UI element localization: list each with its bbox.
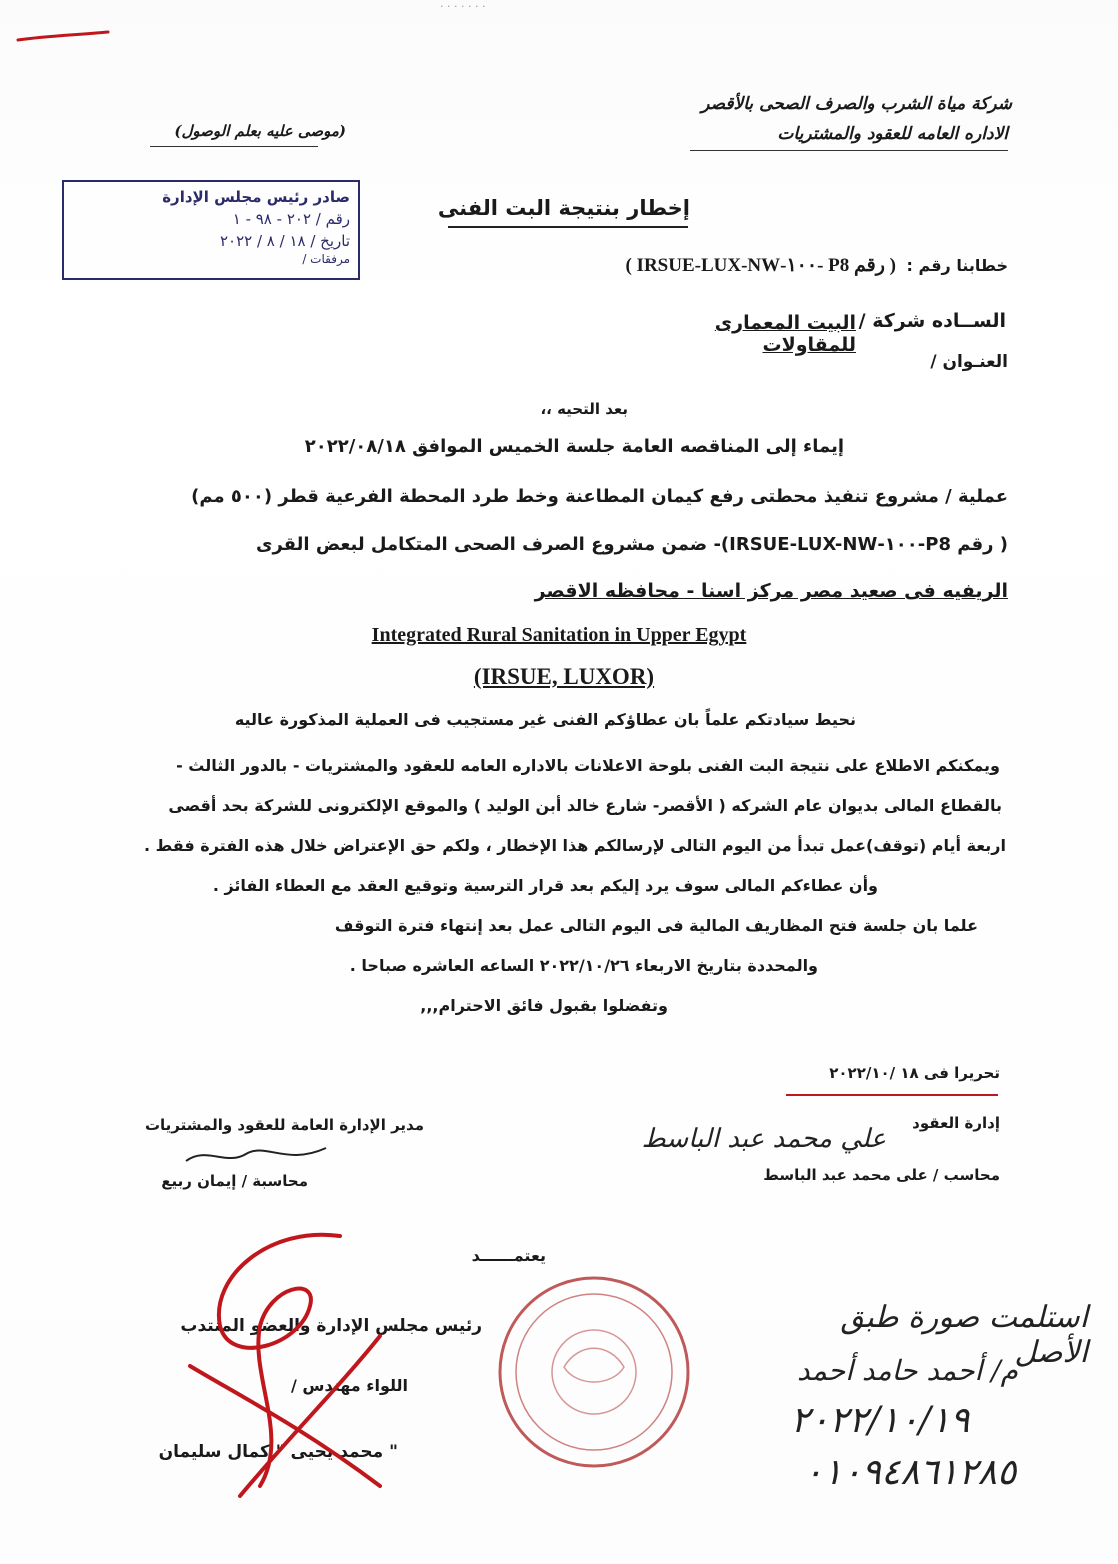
body-line-2: عملية / مشروع تنفيذ محطتى رفع كيمان المطاعنة وخط طرد المحطة الفرعية قطر (٥٠٠ مم) [191,486,1008,507]
chairman-rank: اللواء مهندس / [290,1376,408,1395]
company-name: شركة مياة الشرب والصرف الصحى بالأقصر [701,94,1012,114]
addressee-company: البيت المعمارى للمقاولات [714,312,856,356]
registered-underline [150,146,318,147]
address-label: العنـوان / [930,352,1008,372]
general-manager-title: مدير الإدارة العامة للعقود والمشتريات [144,1116,424,1134]
registered-mail-note: (موصى عليه بعلم الوصول) [174,122,346,140]
document-title: إخطار بنتيجة البت الفنى [437,196,690,220]
outgoing-stamp [62,180,360,280]
title-underline [448,226,688,228]
stamp-line-2: رقم / ٢٠٢ - ٩٨ - ١ [232,210,350,228]
body-line-3: ( رقم P8-١٠٠-IRSUE-LUX-NW)- ضمن مشروع الصرف الصحى المتكامل لبعض القرى [255,534,1008,555]
accountant-signature: علي محمد عبد الباسط [641,1124,886,1154]
red-pen-mark [16,28,112,46]
general-manager-name: محاسبة / إيمان ربيع [161,1172,308,1190]
english-project-subtitle: (IRSUE, LUXOR) [473,664,655,689]
manager-signature-scribble [176,1136,336,1176]
receipt-note-phone: ٠١٠٩٤٨٦١٢٨٥ [803,1452,1017,1493]
accountant-name: محاسب / على محمد عبد الباسط [763,1166,1000,1184]
paragraph-1: نحيط سيادتكم علماً بان عطاؤكم الفنى غير مستجيب فى العملية المذكورة عاليه [234,710,856,729]
receipt-note-date: ٢٠٢٢/١٠/١٩ [790,1400,970,1441]
paragraph-6: علما بان جلسة فتح المظاريف المالية فى اليوم التالى عمل بعد إنتهاء فترة التوقف [334,916,978,935]
english-project-title: Integrated Rural Sanitation in Upper Egypt [371,624,747,646]
chairman-red-signature [150,1216,430,1506]
letter-ref-value: ( رقم P8 -١٠٠-IRSUE-LUX-NW ) [625,255,896,276]
receipt-note-line-1: استلمت صورة طبق الأصل [840,1300,1088,1370]
top-scan-marks: · · · · · · · [440,0,486,13]
header-underline [690,150,1008,151]
body-line-4: الريفيه فى صعيد مصر مركز اسنا - محافظه الاقصر [534,580,1008,602]
chairman-title: رئيس مجلس الإدارة والعضو المنتدب [180,1316,482,1336]
date-red-underline [786,1094,998,1096]
paragraph-7: والمحددة بتاريخ الاربعاء ٢٠٢٢/١٠/٢٦ الساعه العاشره صباحا . [349,956,818,975]
department-name: الاداره العامه للعقود والمشتريات [777,124,1008,144]
body-line-1: إيماء إلى المناقصه العامة جلسة الخميس الموافق ٢٠٢٢/٠٨/١٨ [304,436,844,457]
company-seal [494,1272,694,1472]
approval-label: يعتمــــــد [471,1246,546,1265]
closing-line: وتفضلوا بقبول فائق الاحترام,,, [420,996,668,1015]
chairman-name: " محمد يحيى " كمال سليمان [158,1442,398,1462]
greeting: بعد التحيه ،، [540,400,628,418]
stamp-line-1: صادر رئيس مجلس الإدارة [162,188,350,206]
paragraph-2: ويمكنكم الاطلاع على نتيجة البت الفنى بلوحة الاعلانات بالاداره العامه للعقود والمشتريات - بالدور الثالث - [176,756,1000,775]
addressee-label: الســاده شركة / [858,310,1006,332]
date-written: تحريرا فى ١٨ /٢٠٢٢/١٠ [829,1064,1000,1082]
stamp-line-4: مرفقات / [302,252,350,266]
paragraph-5: وأن عطاءكم المالى سوف يرد إليكم بعد قرار الترسية وتوقيع العقد مع العطاء الفائز . [212,876,878,895]
letter-ref-label: خطابنا رقم : [906,256,1008,275]
receipt-note-line-2: م/ أحمد حامد أحمد [797,1354,1018,1387]
paragraph-3: بالقطاع المالى بديوان عام الشركه ( الأقصر- شارع خالد أبن الوليد ) والموقع الإلكترونى للشركة بحد أقصى [168,796,1002,815]
contracts-dept-label: إدارة العقود [912,1114,1000,1132]
paragraph-4: اربعة أيام (توقف)عمل تبدأ من اليوم التالى لإرسالكم هذا الإخطار ، ولكم حق الإعتراض خلال هذه الفترة فقط . [143,836,1006,855]
stamp-line-3: تاريخ / ١٨ / ٨ / ٢٠٢٢ [219,232,350,250]
